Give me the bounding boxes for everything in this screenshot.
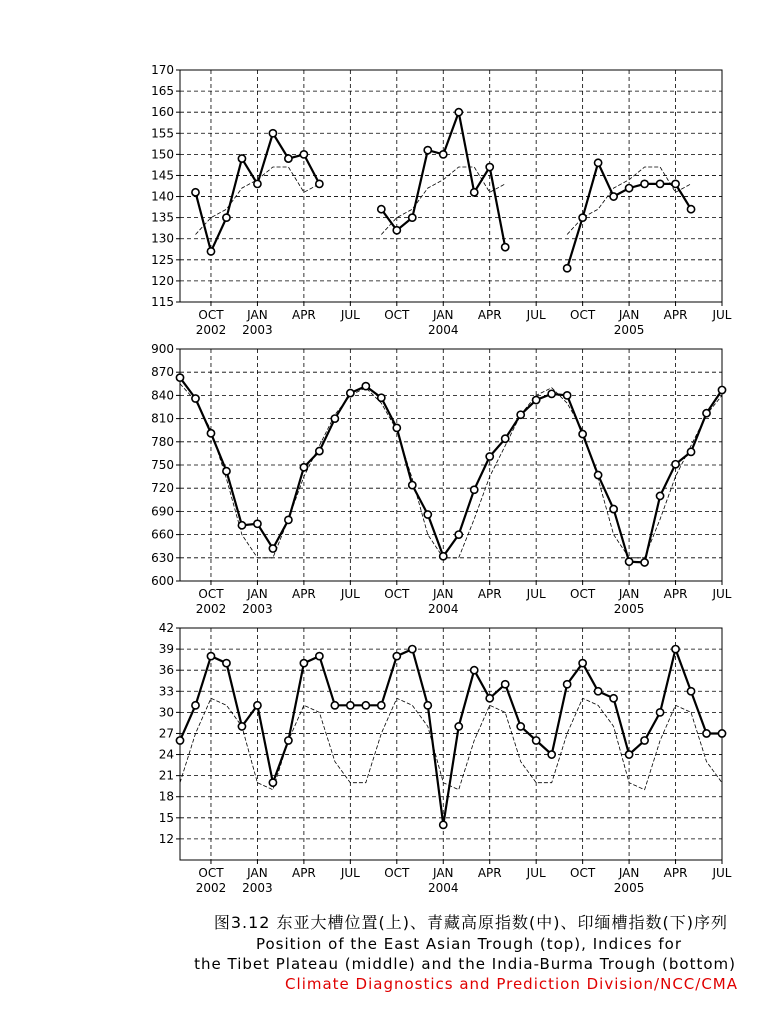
x-tick-label: APR — [663, 866, 688, 880]
x-tick-label: OCT — [384, 308, 410, 322]
y-tick-label: 145 — [151, 168, 174, 183]
y-tick-label: 36 — [158, 663, 174, 678]
year-label: 2002 — [195, 881, 227, 895]
data-point-marker — [656, 180, 663, 187]
data-point-marker — [672, 645, 679, 652]
data-point-marker — [502, 435, 509, 442]
data-point-marker — [656, 492, 663, 499]
y-tick-label: 165 — [151, 84, 174, 99]
data-point-marker — [455, 723, 462, 730]
data-point-marker — [641, 180, 648, 187]
data-point-marker — [564, 392, 571, 399]
y-tick-label: 125 — [151, 252, 174, 267]
data-point-marker — [223, 468, 230, 475]
data-point-marker — [579, 660, 586, 667]
data-point-marker — [331, 702, 338, 709]
data-point-marker — [409, 482, 416, 489]
data-point-marker — [517, 723, 524, 730]
y-tick-label: 130 — [151, 231, 174, 246]
data-point-marker — [378, 206, 385, 213]
y-tick-label: 27 — [158, 726, 174, 741]
data-point-marker — [347, 702, 354, 709]
data-point-marker — [455, 109, 462, 116]
data-point-marker — [207, 430, 214, 437]
caption-source: Climate Diagnostics and Prediction Division/NCC/CMA — [285, 975, 738, 993]
x-tick-label: JUL — [340, 308, 360, 322]
data-point-marker — [424, 702, 431, 709]
x-tick-label: APR — [477, 308, 502, 322]
x-tick-label: JUL — [526, 587, 546, 601]
data-point-marker — [502, 681, 509, 688]
x-tick-label: JUL — [712, 587, 732, 601]
data-point-marker — [471, 486, 478, 493]
y-tick-label: 30 — [158, 705, 174, 720]
y-tick-label: 39 — [158, 642, 174, 657]
y-tick-label: 15 — [158, 810, 174, 825]
x-tick-label: APR — [663, 308, 688, 322]
x-tick-label: JAN — [432, 587, 454, 601]
y-tick-label: 135 — [151, 210, 174, 225]
y-tick-label: 155 — [151, 126, 174, 141]
data-point-marker — [455, 531, 462, 538]
x-tick-label: JAN — [618, 866, 640, 880]
data-point-marker — [331, 415, 338, 422]
year-label: 2005 — [613, 881, 645, 895]
data-point-marker — [564, 681, 571, 688]
caption-english-line1: Position of the East Asian Trough (top), Indices for — [255, 935, 682, 953]
year-label: 2005 — [613, 602, 645, 616]
data-point-marker — [254, 180, 261, 187]
y-tick-label: 750 — [151, 458, 174, 472]
data-point-marker — [440, 151, 447, 158]
data-point-marker — [223, 214, 230, 221]
year-label: 2003 — [242, 323, 273, 337]
data-point-marker — [192, 702, 199, 709]
data-point-marker — [718, 730, 725, 737]
y-tick-label: 840 — [151, 388, 174, 403]
data-point-marker — [564, 265, 571, 272]
data-point-marker — [424, 511, 431, 518]
data-point-marker — [548, 390, 555, 397]
data-point-marker — [687, 206, 694, 213]
data-point-marker — [378, 702, 385, 709]
x-tick-label: APR — [291, 866, 316, 880]
x-tick-label: JUL — [526, 308, 546, 322]
x-tick-label: JUL — [526, 866, 546, 880]
year-label: 2003 — [242, 881, 273, 895]
data-point-marker — [703, 730, 710, 737]
data-point-marker — [625, 185, 632, 192]
year-label: 2002 — [195, 602, 227, 616]
year-label: 2002 — [195, 323, 227, 337]
data-point-marker — [595, 471, 602, 478]
y-tick-label: 140 — [151, 189, 174, 204]
data-point-marker — [300, 660, 307, 667]
observed-series-line — [180, 378, 722, 563]
y-tick-label: 780 — [151, 434, 174, 449]
x-tick-label: APR — [291, 587, 316, 601]
observed-series-line — [180, 649, 722, 825]
data-point-marker — [269, 779, 276, 786]
data-point-marker — [362, 702, 369, 709]
year-label: 2003 — [242, 602, 273, 616]
data-point-marker — [176, 374, 183, 381]
data-point-marker — [548, 751, 555, 758]
data-point-marker — [610, 695, 617, 702]
data-point-marker — [254, 702, 261, 709]
x-tick-label: JAN — [247, 587, 268, 601]
data-point-marker — [393, 653, 400, 660]
data-point-marker — [486, 453, 493, 460]
y-tick-label: 115 — [151, 295, 174, 309]
data-point-marker — [486, 163, 493, 170]
y-tick-label: 660 — [151, 527, 174, 542]
data-point-marker — [347, 389, 354, 396]
data-point-marker — [625, 558, 632, 565]
year-label: 2005 — [613, 323, 645, 337]
y-tick-label: 690 — [151, 504, 174, 519]
y-tick-label: 120 — [151, 273, 174, 288]
data-point-marker — [254, 520, 261, 527]
x-tick-label: JAN — [432, 866, 454, 880]
y-tick-label: 810 — [151, 411, 174, 426]
data-point-marker — [285, 516, 292, 523]
data-point-marker — [393, 424, 400, 431]
data-point-marker — [471, 667, 478, 674]
y-tick-label: 600 — [151, 574, 174, 588]
data-point-marker — [285, 737, 292, 744]
x-tick-label: JUL — [712, 866, 732, 880]
y-tick-label: 630 — [151, 550, 174, 565]
tibet-plateau-panel — [151, 342, 732, 616]
year-label: 2004 — [427, 881, 459, 895]
y-tick-label: 18 — [158, 789, 174, 804]
x-tick-label: APR — [477, 587, 502, 601]
data-point-marker — [656, 709, 663, 716]
data-point-marker — [687, 688, 694, 695]
data-point-marker — [300, 464, 307, 471]
data-point-marker — [533, 396, 540, 403]
data-point-marker — [718, 386, 725, 393]
data-point-marker — [192, 189, 199, 196]
x-tick-label: JUL — [340, 866, 360, 880]
data-point-marker — [502, 244, 509, 251]
x-tick-label: JAN — [247, 308, 268, 322]
data-point-marker — [316, 447, 323, 454]
x-tick-label: OCT — [384, 866, 410, 880]
data-point-marker — [238, 723, 245, 730]
data-point-marker — [610, 193, 617, 200]
data-point-marker — [610, 505, 617, 512]
data-point-marker — [672, 180, 679, 187]
data-point-marker — [625, 751, 632, 758]
x-tick-label: OCT — [198, 866, 224, 880]
data-point-marker — [223, 660, 230, 667]
data-point-marker — [192, 395, 199, 402]
data-point-marker — [238, 522, 245, 529]
y-tick-label: 12 — [158, 831, 174, 846]
data-point-marker — [393, 227, 400, 234]
caption-chinese: 图3.12 东亚大槽位置(上)、青藏高原指数(中)、印缅槽指数(下)序列 — [213, 913, 728, 932]
data-point-marker — [533, 737, 540, 744]
data-point-marker — [486, 695, 493, 702]
y-tick-label: 160 — [151, 105, 174, 120]
data-point-marker — [409, 214, 416, 221]
y-tick-label: 42 — [158, 621, 174, 635]
data-point-marker — [269, 130, 276, 137]
x-tick-label: APR — [663, 587, 688, 601]
x-tick-label: APR — [291, 308, 316, 322]
data-point-marker — [269, 545, 276, 552]
data-point-marker — [641, 559, 648, 566]
x-tick-label: JUL — [340, 587, 360, 601]
year-label: 2004 — [427, 323, 459, 337]
y-tick-label: 720 — [151, 481, 174, 496]
y-tick-label: 170 — [151, 63, 174, 77]
x-tick-label: APR — [477, 866, 502, 880]
x-tick-label: OCT — [198, 308, 224, 322]
caption-english-line2: the Tibet Plateau (middle) and the India-Burma Trough (bottom) — [194, 955, 736, 973]
y-tick-label: 24 — [158, 747, 174, 762]
x-tick-label: OCT — [570, 308, 596, 322]
data-point-marker — [440, 821, 447, 828]
east-asian-trough-panel — [151, 63, 732, 337]
x-tick-label: OCT — [570, 587, 596, 601]
data-point-marker — [517, 411, 524, 418]
y-tick-label: 870 — [151, 365, 174, 380]
x-tick-label: OCT — [384, 587, 410, 601]
data-point-marker — [595, 159, 602, 166]
data-point-marker — [207, 653, 214, 660]
data-point-marker — [641, 737, 648, 744]
data-point-marker — [687, 448, 694, 455]
data-point-marker — [316, 653, 323, 660]
x-tick-label: JAN — [618, 587, 640, 601]
y-tick-label: 900 — [151, 342, 174, 356]
data-point-marker — [672, 461, 679, 468]
y-tick-label: 21 — [158, 768, 174, 783]
data-point-marker — [238, 155, 245, 162]
data-point-marker — [579, 214, 586, 221]
data-point-marker — [579, 430, 586, 437]
data-point-marker — [440, 553, 447, 560]
data-point-marker — [409, 645, 416, 652]
data-point-marker — [285, 155, 292, 162]
data-point-marker — [378, 394, 385, 401]
data-point-marker — [316, 180, 323, 187]
x-tick-label: JAN — [247, 866, 268, 880]
data-point-marker — [703, 410, 710, 417]
x-tick-label: OCT — [198, 587, 224, 601]
x-tick-label: JUL — [712, 308, 732, 322]
india-burma-trough-panel — [159, 621, 732, 895]
x-tick-label: JAN — [618, 308, 640, 322]
data-point-marker — [207, 248, 214, 255]
data-point-marker — [362, 383, 369, 390]
data-point-marker — [300, 151, 307, 158]
data-point-marker — [176, 737, 183, 744]
y-tick-label: 150 — [151, 147, 174, 162]
data-point-marker — [424, 147, 431, 154]
x-tick-label: OCT — [570, 866, 596, 880]
year-label: 2004 — [427, 602, 459, 616]
y-tick-label: 33 — [158, 684, 174, 699]
data-point-marker — [595, 688, 602, 695]
x-tick-label: JAN — [432, 308, 454, 322]
data-point-marker — [471, 189, 478, 196]
